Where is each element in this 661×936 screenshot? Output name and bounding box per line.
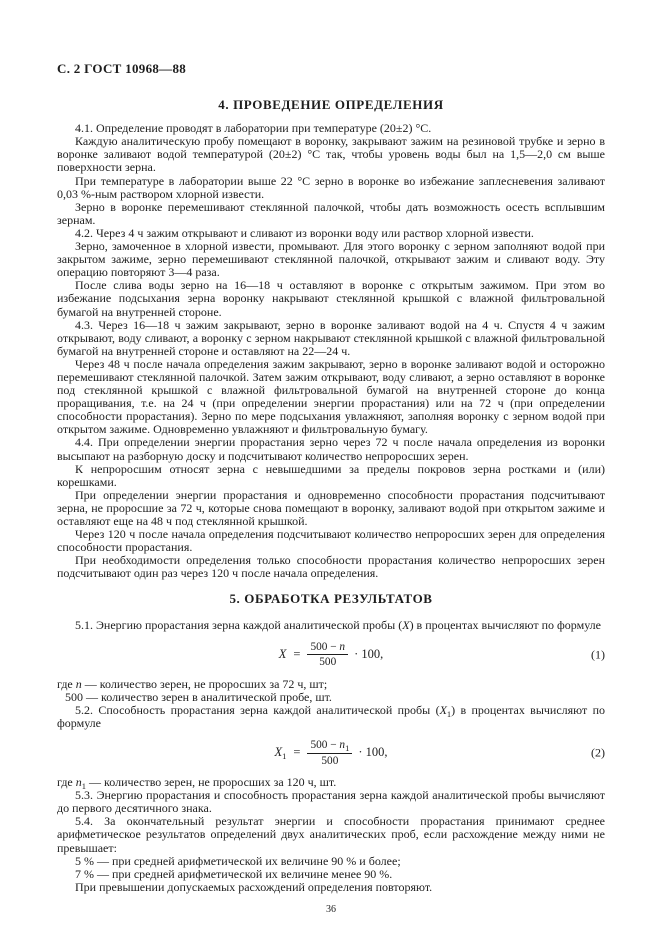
paragraph: Через 120 ч после начала определения подсчитывают количество непроросших зерен для определения способности прорастания. xyxy=(57,527,605,555)
fraction-numerator xyxy=(307,739,352,754)
math-variable: X xyxy=(402,617,410,632)
list-item: 5 % — при средней арифметической их величине 90 % и более; xyxy=(75,853,401,868)
equals-sign: = xyxy=(293,745,301,760)
paragraph: Зерно, замоченное в хлорной извести, промывают. Для этого воронку с зерном заполняют водой при закрытом зажиме, зерно перемешивают стеклянной палочкой, открывают зажим и сливают воду. Эту операцию повторяют 3—4 раза. xyxy=(57,239,605,280)
formula-1-expression xyxy=(279,641,384,669)
multiplier: · 100, xyxy=(354,647,384,662)
fraction-numerator xyxy=(307,641,348,656)
math-variable: X xyxy=(274,745,283,760)
text-segment: где xyxy=(57,676,76,691)
multiplier: · 100, xyxy=(358,745,388,760)
formula-1 xyxy=(57,637,605,673)
document-header: С. 2 ГОСТ 10968—88 xyxy=(57,61,187,76)
page-content xyxy=(57,62,605,916)
fraction-denominator: 500 xyxy=(321,754,339,767)
equals-sign: = xyxy=(293,647,301,662)
formula-2-number: (2) xyxy=(591,745,605,760)
paragraph: При определении энергии прорастания и одновременно способности прорастания подсчитывают зерна, не проросшие за 72 ч, которые снова помещают в воронку, заливают водой при открытом зажиме и оставляют еще на 48 ч под стеклянной крышкой. xyxy=(57,487,605,528)
text-segment: ) в процентах вычисляют по формуле xyxy=(409,617,601,632)
math-subscript: 1 xyxy=(81,781,87,792)
page-number: 36 xyxy=(326,903,336,915)
text-segment: ) в процентах вычисляют по формуле xyxy=(57,702,605,730)
formula-lhs xyxy=(274,745,287,762)
paragraph: Каждую аналитическую пробу помещают в воронку, закрывают зажим на резиновой трубке и зерно в воронке заливают водой температурой (20±2) °С так, чтобы уровень воды был на 1,5—2,0 см выше поверхности зерна. xyxy=(57,134,605,175)
text-segment: 5.1. Энергию прорастания зерна каждой аналитической пробы ( xyxy=(75,617,403,632)
math-variable: n xyxy=(339,640,346,653)
formula-2 xyxy=(57,735,605,771)
paragraph-4-2: 4.2. Через 4 ч зажим открывают и сливают из воронки воду или раствор хлорной извести. xyxy=(75,225,534,240)
list-item: 7 % — при средней арифметической их величине менее 90 %. xyxy=(75,866,393,881)
paragraph: Зерно в воронке перемешивают стеклянной палочкой, чтобы дать возможность осесть всплывшим зернам. xyxy=(57,199,605,227)
math-variable: n xyxy=(75,775,82,790)
paragraph-5-4: 5.4. За окончательный результат энергии и способности прорастания принимают среднее арифметическое результатов определений двух аналитических проб, если расхождение между ними не превышает: xyxy=(57,814,605,855)
formula-2-expression xyxy=(275,739,388,767)
text-segment: 500 − xyxy=(310,739,340,752)
math-variable: X xyxy=(439,702,447,717)
math-subscript: 1 xyxy=(345,743,350,754)
formula-1-legend xyxy=(57,678,605,691)
text-segment: — количество зерен, не проросших за 72 ч, шт; xyxy=(81,676,328,691)
formula-1-number: (1) xyxy=(591,647,605,662)
paragraph-5-1 xyxy=(57,619,605,632)
paragraph: Через 48 ч после начала определения зажим закрывают, зерно в воронке заливают водой и осторожно перемешивают стеклянной палочкой. Затем зажим открывают, воду сливают, а зерно оставляют в воронке под стеклянной крышкой с влажной фильтровальной бумагой на внутренней стороне до конца проращивания, т.е. на 24 ч (при определении энергии прорастания) или на 72 ч (при определении способности прорастания). Зерно по мере подсыхания увлажняют, заполняя воронку с зерном водой при открытом зажиме. Одновременно увлажняют и фильтровальную бумагу. xyxy=(57,356,605,437)
text-segment: — количество зерен, не проросших за 120 ч, шт. xyxy=(86,775,337,790)
paragraph-4-4: 4.4. При определении энергии прорастания зерно через 72 ч после начала определения из воронки высыпают на разборную доску и подсчитывают количество непроросших зерен. xyxy=(57,435,605,463)
paragraph: При температуре в лаборатории выше 22 °С зерно в воронке во избежание заплесневения заливают 0,03 %-ным раствором хлорной извести. xyxy=(57,173,605,201)
section-4-title: 4. ПРОВЕДЕНИЕ ОПРЕДЕЛЕНИЯ xyxy=(218,97,444,113)
math-subscript: 1 xyxy=(446,708,452,719)
text-segment: где xyxy=(57,775,76,790)
paragraph: При необходимости определения только способности прорастания количество непроросших зерен подсчитывают один раз через 120 ч после начала определения. xyxy=(57,553,605,581)
paragraph: При превышении допускаемых расхождений определения повторяют. xyxy=(75,879,433,894)
paragraph-4-1: 4.1. Определение проводят в лаборатории при температуре (20±2) °С. xyxy=(75,121,432,136)
paragraph-5-2 xyxy=(57,704,605,730)
math-variable: X xyxy=(278,647,287,662)
section-5-title: 5. ОБРАБОТКА РЕЗУЛЬТАТОВ xyxy=(229,591,433,607)
fraction-denominator: 500 xyxy=(319,656,337,669)
formula-1-legend-2: 500 — количество зерен в аналитической пробе, шт. xyxy=(65,689,332,704)
text-segment: 500 − xyxy=(310,640,340,653)
math-variable: n xyxy=(75,676,82,691)
paragraph-4-3: 4.3. Через 16—18 ч зажим закрывают, зерно в воронке заливают водой на 4 ч. Спустя 4 ч зажим открывают, воду сливают, а воронку с зерном накрывают стеклянной крышкой с влажной фильтровальной бумагой на внутренней стороне и оставляют на 22—24 ч. xyxy=(57,317,605,358)
paragraph: После слива воды зерно на 16—18 ч оставляют в воронке с открытым зажимом. При этом во избежание подсыхания зерна воронку накрывают стеклянной крышкой с влажной фильтровальной бумагой на внутренней стороне. xyxy=(57,278,605,319)
math-variable: n xyxy=(339,739,346,752)
math-subscript: 1 xyxy=(282,751,287,762)
paragraph-5-3: 5.3. Энергию прорастания и способность прорастания зерна каждой аналитической пробы вычисляют до первого десятичного знака. xyxy=(57,788,605,816)
fraction xyxy=(307,641,348,669)
fraction xyxy=(307,739,352,767)
paragraph: К непроросшим относят зерна с невышедшими за пределы покровов зерна ростками и (или) корешками. xyxy=(57,461,605,489)
text-segment: 5.2. Способность прорастания зерна каждой аналитической пробы ( xyxy=(75,702,440,717)
formula-lhs xyxy=(279,648,287,661)
